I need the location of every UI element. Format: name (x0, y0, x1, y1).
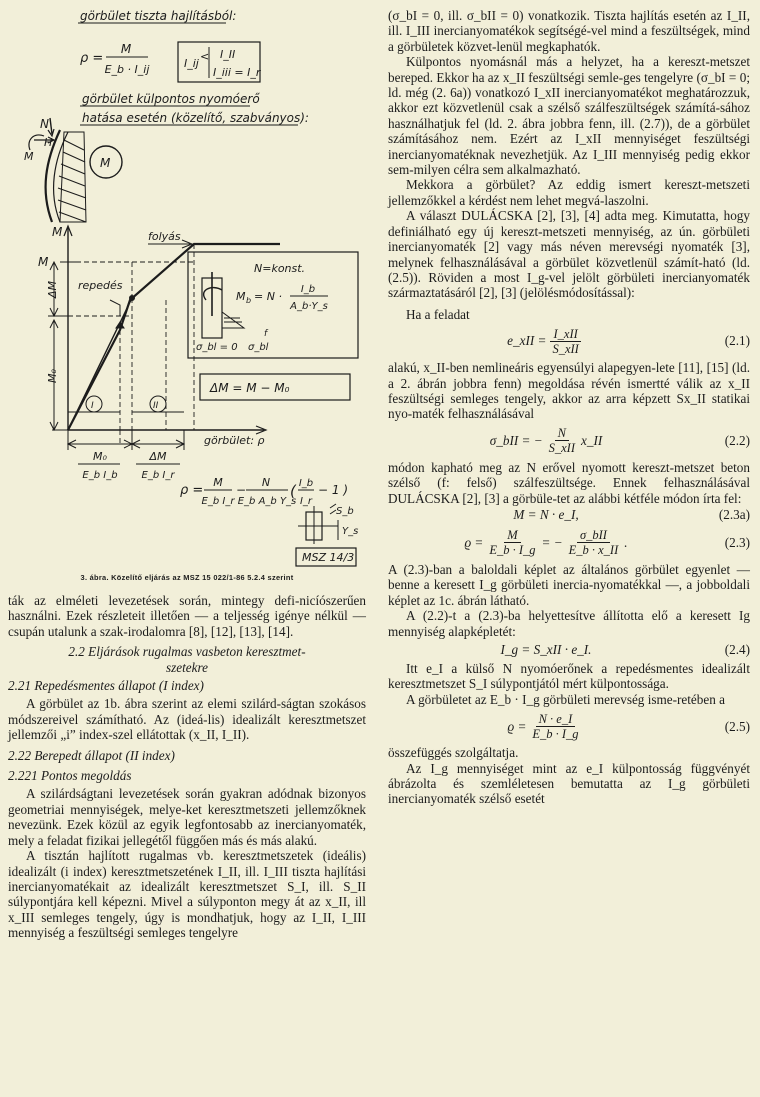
right-paragraph-5: Ha a feladat (406, 306, 470, 322)
eq23-lhs: ϱ = (464, 535, 484, 551)
heading-2-2-cont: szetekre (166, 659, 208, 675)
figure-label-m0: M₀ (46, 369, 59, 383)
inset-formula-eq: = N · (254, 290, 282, 303)
eq23-den1: E_b · I_g (489, 543, 536, 558)
figure-label-msz: MSZ 14/3 (302, 551, 355, 564)
eq25-number: (2.5) (724, 718, 750, 734)
eq23-num2: σ_bII (577, 528, 610, 543)
figure-label-eccentric: görbület külpontos nyomóerő (82, 92, 260, 106)
inset-f: f (264, 329, 268, 339)
inset-nkonst: N=konst. (254, 262, 306, 275)
right-paragraph-2: Külpontos nyomásnál más a helyzet, ha a kereszt-metszet bereped. Ekkor ha az x_II feszültségi semle-ges tengelyre (σ_bI = 0; ld. még (2. 6a)) vonatkozó I_xII inercianyomatékot meghatározzuk, akkor ezt közvetlenül csak a szélső szálfeszültségek számítá-sához használhatjuk fel (ld. 2. ábra jobbra fenn, ill. (2.7)), de a görbület számításához nem. Ezért az I_xII mennyiséget feszültségi inercianyomatéknak nevezhetjük. Az I_III mennyiség pedig ekkor sem-milyen célra sem alkalmazható. (388, 54, 750, 178)
right-paragraph-12: összefüggés szolgáltatja. (388, 745, 519, 761)
column-sketch (29, 118, 122, 222)
figure-box-lt: < (200, 50, 210, 63)
figure-bottom-f2-den: E_b A_b Y_s (237, 496, 297, 507)
figure-frac2-den: E_b I_r (141, 470, 175, 481)
eq24-number: (2.4) (724, 642, 750, 658)
eq21-number: (2.1) (724, 333, 750, 349)
figure-label-m-left: M (24, 150, 34, 163)
eq22-num: N (555, 426, 569, 441)
section-sketch (298, 504, 338, 544)
left-paragraph-1: ták az elméleti levezetések során, mintegy defi-nicíószerűen használni. Ezek részleteit illetően — a teljesség igénye nélkül — csupán utalunk a szak-irodalomra [8], [12], [13], [14]. (8, 593, 366, 639)
figure-label-n: N (40, 117, 49, 131)
equation-2-5 (388, 707, 750, 745)
right-paragraph-11: A görbületet az E_b · I_g görbületi merevség isme-retében a (406, 691, 725, 707)
right-paragraph-9: A (2.2)-t a (2.3)-ba helyettesítve állította elő a keresett Ig mennyiség alapképletét: (388, 608, 750, 639)
figure-bottom-f3-num: I_b (298, 478, 314, 489)
right-paragraph-1: (σ_bI = 0, ill. σ_bII = 0) vonatkozik. Tiszta hajlítás esetén az I_II, ill. I_III inercianyomatékok segítségé-vel mind a feszültségek, mind a görbületek közvet-lenül megkaphatók. (388, 8, 750, 54)
eq23-number: (2.3) (724, 535, 750, 551)
moment-curvature-diagram (48, 226, 280, 450)
right-paragraph-6: alakú, x_II-ben nemlineáris egyensúlyi alapegyen-lete [11], [15] (ld. a 2. ábrán jobbra fenn) megoldása révén ismertté válik az x_II feszültségi semleges tengely, akkor az arra képzett Sx_II statikai nyo-maték felhasználásával (388, 360, 750, 422)
figure-label-folyas: folyás (148, 230, 181, 243)
right-paragraph-7: módon kapható meg az N erővel nyomott kereszt-metszet beton szélső (f: felső) szálfeszültsége. Ennek felhasználásával DULÁCSKA [2], [3] a görbüle-tet az alábbi kétféle módon írta fel: (388, 459, 750, 506)
inset-formula-num: I_b (300, 284, 316, 295)
inset-formula-den: A_b·Y_s (290, 301, 328, 312)
inset-formula-mb: M (236, 290, 246, 303)
figure-bottom-tail: − 1 ) (318, 483, 348, 497)
eq21-lhs: e_xII = (507, 333, 547, 349)
figure-label-delta-m: ΔM (46, 280, 59, 298)
inset-sigma-right: σ_bl (248, 342, 269, 353)
right-paragraph-8: A (2.3)-ban a baloldali képlet az általános görbület egyenlet — benne a keresett I_g görbületi inercia-nyomatékkal —, a jobboldali képlet az 1c. ábrán látható. (388, 561, 750, 608)
inset-formula-mb-sub: b (246, 296, 252, 305)
figure-region-1: I (91, 401, 94, 411)
heading-2-2: 2.2 Eljárások rugalmas vasbeton keresztmet- (68, 644, 306, 660)
figure-formula-rho-den: E_b · I_ij (104, 63, 150, 76)
figure-label-repedes: repedés (78, 279, 123, 292)
figure-label-ys: Y_s (342, 526, 359, 537)
eq22-den: S_xII (548, 441, 575, 456)
eq23a-number: (2.3a) (718, 507, 750, 523)
equation-2-2 (388, 422, 750, 460)
figure-box-delta-m: ΔM = M − M₀ (210, 381, 290, 395)
equation-2-3 (388, 524, 750, 562)
right-paragraph-4: A választ DULÁCSKA [2], [3], [4] adta meg. Kimutatta, hogy definiálható egy új kereszt-metszeti mennyiség, az ún. görbületi inercianyomaték [2] vagy más néven merevségi nyomaték [3], melynek felhasználásával a görbület közvetlenül számít-ható (ld. (2.5)). Röviden a most I_g-vel jelölt görbületi inercianyomaték származtatásáról [2], [3] (jelölésmódosítással): (388, 208, 750, 301)
right-paragraph-10: Itt e_I a külső N nyomóerőnek a repedésmentes idealizált keresztmetszet S_I súlypontjától mért külpontossága. (388, 661, 750, 692)
inset-sigma-left: σ_bl = 0 (196, 342, 238, 353)
right-paragraph-3: Mekkora a görbület? Az eddig ismert kereszt-metszeti jellemzőkkel a kérdést nem lehet megvá-laszolni. (388, 177, 750, 208)
right-column (388, 8, 750, 807)
figure-label-h: H (44, 136, 53, 149)
eq23-mid: = − (541, 535, 563, 551)
figure-label-pure-bending: görbület tiszta hajlításból: (80, 9, 237, 23)
figure-bottom-f1-num: M (213, 476, 223, 489)
figure-bottom-rho: ρ = (180, 483, 204, 498)
figure-bottom-f2-num: N (261, 476, 271, 489)
figure-region-2: II (153, 401, 159, 411)
eq25-den: E_b · I_g (532, 726, 579, 741)
figure-bottom-minus: − (236, 483, 247, 497)
eq25-num: N · e_I (536, 712, 576, 727)
figure-frac1-num: M₀ (93, 450, 107, 463)
eq22-tail: x_II (581, 433, 603, 449)
figure-formula-rho-num: M (120, 42, 132, 56)
figure-bottom-f1-den: E_b I_r (201, 496, 235, 507)
figure-3 (8, 0, 366, 585)
eq25-lhs: ϱ = (507, 718, 527, 734)
eq23a-body: M = N · e_I, (513, 507, 579, 523)
eq22-lhs: σ_bII = − (489, 433, 543, 449)
eq21-den: S_xII (552, 341, 579, 356)
figure-caption: 3. ábra. Közelítő eljárás az MSZ 15 022/1-86 5.2.4 szerint (80, 573, 294, 582)
eq23-dot: . (624, 535, 628, 551)
heading-2-22: 2.22 Berepedt állapot (II index) (8, 747, 175, 763)
figure-box-iij: I_ij (184, 57, 199, 70)
heading-2-21: 2.21 Repedésmentes állapot (I index) (8, 678, 204, 694)
left-column (8, 0, 366, 941)
figure-bottom-f3-den: I_r (299, 496, 313, 507)
left-paragraph-2: A görbület az 1b. ábra szerint az elemi szilárd-ságtan szokásos módszereivel számítható. Az (ideá-lis) idealizált keresztmetszet jellemzői „i” index-szel ellátottak (x_II, I_II). (8, 696, 366, 743)
eq21-num: I_xII (550, 327, 580, 342)
equation-2-4 (388, 639, 750, 661)
heading-2-221: 2.221 Pontos megoldás (8, 768, 132, 784)
left-paragraph-3: A szilárdságtani levezetések során gyakran adódnak bizonyos geometriai mennyiségek, melye-ket keresztmetszeti jellemzőknek nevezünk. Ezek közül az egyik legfontosabb az inercianyomaték, mely a feladat fizikai jellegétől függően más és más alakú. (8, 786, 366, 848)
figure-box-iiii: I_iii = I_r (213, 66, 261, 79)
figure-tick-m: M (38, 255, 49, 269)
figure-bottom-paren: ( (290, 482, 296, 500)
figure-label-sb: S_b (336, 506, 354, 517)
figure-formula-rho: ρ = (80, 51, 104, 66)
equation-2-1 (388, 322, 750, 360)
figure-frac1-den: E_b I_b (82, 470, 118, 481)
figure-box-iii: I_II (220, 48, 236, 61)
figure-frac2-num: ΔM (149, 450, 167, 463)
left-paragraph-4: A tisztán hajlított rugalmas vb. keresztmetszetek (ideális) idealizált (i index) keresztmetszetének I_II, ill. I_III tiszta hajlítási inercianyomatékait az idealizált keresztmetszet S_I, ill. S_II súlypontjára kell képezni. Mivel a súlyponton megy át az x_II, ill x_III semleges tengely, úgy is mondhatjuk, hogy az I_II, I_III mennyiség a feszültségi semleges tengelyre (8, 848, 366, 941)
figure-label-eccentric-2: hatása esetén (közelítő, szabványos): (82, 111, 309, 125)
right-paragraph-13: Az I_g mennyiséget mint az e_I külpontosság függvényét ábrázolta és szemléletesen bemutatta az I_g görbületi inercianyomaték szélső esetét (388, 760, 750, 807)
figure-label-m-circle: M (100, 156, 111, 170)
figure-axis-m: M (52, 225, 63, 239)
figure-axis-curvature: görbület: ρ (204, 434, 265, 447)
equation-2-3a (388, 506, 750, 524)
eq22-number: (2.2) (724, 433, 750, 449)
eq24-body: I_g = S_xII · e_I. (500, 642, 592, 658)
eq23-den2: E_b · x_II (568, 543, 619, 558)
eq23-num1: M (504, 528, 520, 543)
